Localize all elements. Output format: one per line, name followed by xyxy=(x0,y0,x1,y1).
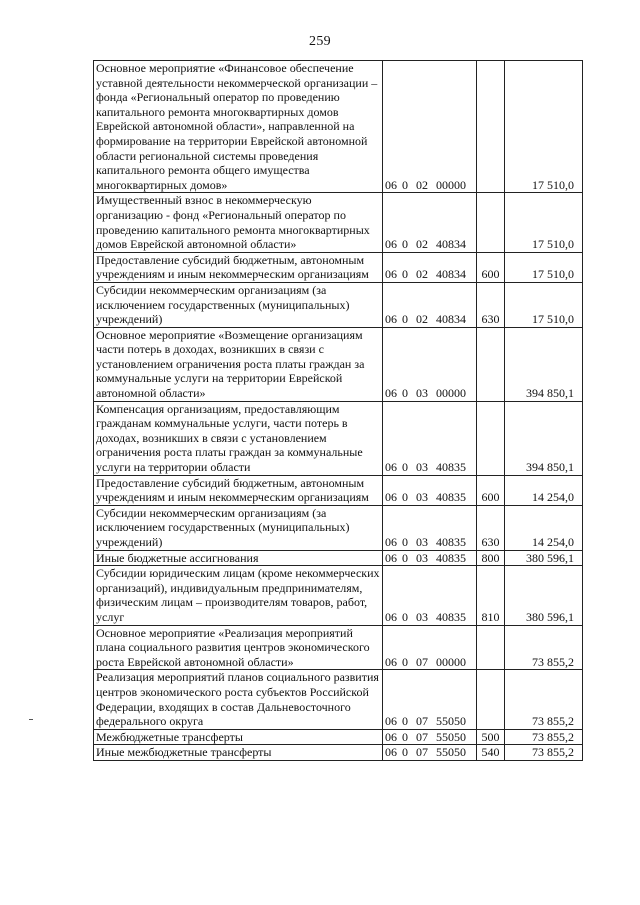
classification-code xyxy=(383,401,477,475)
expense-type: 800 xyxy=(477,550,505,566)
classification-code xyxy=(383,505,477,550)
amount-value: 17 510,0 xyxy=(505,282,583,327)
item-name: Компенсация организациям, предоставляющим гражданам коммунальные услуги, части потерь в доходах, возникших в связи с установлением ограничения роста платы граждан за коммунальные услуги на территории области xyxy=(94,401,383,475)
amount-value: 73 855,2 xyxy=(505,729,583,745)
page-number: 259 xyxy=(309,34,331,49)
code-subprogram: 0 xyxy=(402,550,408,565)
classification-code xyxy=(383,670,477,729)
item-name: Предоставление субсидий бюджетным, автономным учреждениям и иным некоммерческим организациям xyxy=(94,475,383,505)
code-program: 06 xyxy=(385,386,397,401)
expense-type: 630 xyxy=(477,282,505,327)
table-row xyxy=(94,475,583,505)
item-name: Субсидии юридическим лицам (кроме некоммерческих организаций), индивидуальным предпринимателям, физическим лицам – производителям товаров, работ, услуг xyxy=(94,566,383,625)
code-subprogram: 0 xyxy=(402,177,408,192)
table-row xyxy=(94,625,583,670)
code-program: 06 xyxy=(385,177,397,192)
code-event: 03 xyxy=(416,490,428,505)
table-row xyxy=(94,61,583,193)
code-direction: 55050 xyxy=(436,745,466,760)
code-direction: 55050 xyxy=(436,729,466,744)
expense-type xyxy=(477,670,505,729)
table-row xyxy=(94,505,583,550)
expense-type xyxy=(477,61,505,193)
code-direction: 40834 xyxy=(436,312,466,327)
code-direction: 40835 xyxy=(436,535,466,549)
amount-value: 394 850,1 xyxy=(505,401,583,475)
code-event: 03 xyxy=(416,535,428,549)
code-direction: 40834 xyxy=(436,237,466,252)
code-subprogram: 0 xyxy=(402,267,408,282)
item-name: Иные бюджетные ассигнования xyxy=(94,550,383,566)
amount-value: 17 510,0 xyxy=(505,61,583,193)
code-program: 06 xyxy=(385,535,397,549)
classification-code xyxy=(383,475,477,505)
code-event: 03 xyxy=(416,460,428,475)
expense-type xyxy=(477,193,505,252)
classification-code xyxy=(383,729,477,745)
code-program: 06 xyxy=(385,460,397,475)
amount-value: 73 855,2 xyxy=(505,625,583,670)
table-row xyxy=(94,193,583,252)
amount-value: 73 855,2 xyxy=(505,670,583,729)
code-subprogram: 0 xyxy=(402,729,408,744)
table-row xyxy=(94,252,583,282)
amount-value: 14 254,0 xyxy=(505,505,583,550)
table-row xyxy=(94,566,583,625)
code-program: 06 xyxy=(385,267,397,282)
code-subprogram: 0 xyxy=(402,386,408,401)
table-row xyxy=(94,729,583,745)
table-row xyxy=(94,550,583,566)
scan-artifact xyxy=(29,719,33,720)
expense-type: 500 xyxy=(477,729,505,745)
code-direction: 40835 xyxy=(436,550,466,565)
code-subprogram: 0 xyxy=(402,490,408,505)
code-program: 06 xyxy=(385,654,397,669)
amount-value: 14 254,0 xyxy=(505,475,583,505)
code-program: 06 xyxy=(385,237,397,252)
expense-type: 630 xyxy=(477,505,505,550)
item-name: Субсидии некоммерческим организациям (за исключением государственных (муниципальных) учреждений) xyxy=(94,282,383,327)
item-name: Предоставление субсидий бюджетным, автономным учреждениям и иным некоммерческим организациям xyxy=(94,252,383,282)
code-event: 03 xyxy=(416,386,428,401)
amount-value: 17 510,0 xyxy=(505,252,583,282)
budget-table xyxy=(93,60,583,761)
item-name: Основное мероприятие «Возмещение организациям части потерь в доходах, возникших в связи с установлением ограничения роста платы граждан за коммунальные услуги на территории Еврейской автономной области» xyxy=(94,327,383,401)
table-row xyxy=(94,745,583,761)
amount-value: 17 510,0 xyxy=(505,193,583,252)
budget-table-body xyxy=(94,61,583,761)
classification-code xyxy=(383,550,477,566)
code-subprogram: 0 xyxy=(402,535,408,549)
expense-type: 600 xyxy=(477,252,505,282)
code-direction: 00000 xyxy=(436,654,466,669)
code-program: 06 xyxy=(385,312,397,327)
code-subprogram: 0 xyxy=(402,609,408,624)
item-name: Имущественный взнос в некоммерческую организацию - фонд «Региональный оператор по проведению капитального ремонта многоквартирных домов Еврейской автономной области» xyxy=(94,193,383,252)
code-program: 06 xyxy=(385,609,397,624)
code-direction: 00000 xyxy=(436,386,466,401)
code-subprogram: 0 xyxy=(402,312,408,327)
code-program: 06 xyxy=(385,714,397,729)
amount-value: 380 596,1 xyxy=(505,550,583,566)
item-name: Субсидии некоммерческим организациям (за исключением государственных (муниципальных) учреждений) xyxy=(94,505,383,550)
code-direction: 40834 xyxy=(436,267,466,282)
expense-type xyxy=(477,327,505,401)
classification-code xyxy=(383,327,477,401)
code-event: 07 xyxy=(416,714,428,729)
code-program: 06 xyxy=(385,745,397,760)
code-event: 02 xyxy=(416,177,428,192)
classification-code xyxy=(383,193,477,252)
expense-type: 810 xyxy=(477,566,505,625)
table-row xyxy=(94,670,583,729)
expense-type: 540 xyxy=(477,745,505,761)
item-name: Иные межбюджетные трансферты xyxy=(94,745,383,761)
code-program: 06 xyxy=(385,729,397,744)
code-event: 07 xyxy=(416,745,428,760)
code-event: 03 xyxy=(416,550,428,565)
classification-code xyxy=(383,566,477,625)
expense-type: 600 xyxy=(477,475,505,505)
code-event: 02 xyxy=(416,267,428,282)
code-subprogram: 0 xyxy=(402,237,408,252)
classification-code xyxy=(383,745,477,761)
code-program: 06 xyxy=(385,490,397,505)
expense-type xyxy=(477,625,505,670)
expense-type xyxy=(477,401,505,475)
code-subprogram: 0 xyxy=(402,745,408,760)
amount-value: 394 850,1 xyxy=(505,327,583,401)
item-name: Реализация мероприятий планов социального развития центров экономического роста субъектов Российской Федерации, входящих в состав Дальневосточного федерального округа xyxy=(94,670,383,729)
classification-code xyxy=(383,282,477,327)
amount-value: 73 855,2 xyxy=(505,745,583,761)
table-row xyxy=(94,282,583,327)
code-subprogram: 0 xyxy=(402,654,408,669)
code-direction: 40835 xyxy=(436,460,466,475)
code-subprogram: 0 xyxy=(402,714,408,729)
code-event: 02 xyxy=(416,237,428,252)
item-name: Основное мероприятие «Финансовое обеспечение уставной деятельности некоммерческой организации – фонда «Региональный оператор по проведению капитального ремонта многоквартирных домов Еврейской автономной области», направленной на формирование на территории Еврейской автономной области региональной системы проведения капитального ремонта общего имущества многоквартирных домов» xyxy=(94,61,383,193)
table-row xyxy=(94,327,583,401)
code-direction: 00000 xyxy=(436,177,466,192)
item-name: Основное мероприятие «Реализация мероприятий плана социального развития центров экономического роста Еврейской автономной области» xyxy=(94,625,383,670)
code-event: 07 xyxy=(416,654,428,669)
code-event: 02 xyxy=(416,312,428,327)
code-direction: 40835 xyxy=(436,609,466,624)
code-event: 07 xyxy=(416,729,428,744)
amount-value: 380 596,1 xyxy=(505,566,583,625)
table-row xyxy=(94,401,583,475)
code-direction: 40835 xyxy=(436,490,466,505)
item-name: Межбюджетные трансферты xyxy=(94,729,383,745)
code-event: 03 xyxy=(416,609,428,624)
code-subprogram: 0 xyxy=(402,460,408,475)
code-program: 06 xyxy=(385,550,397,565)
code-direction: 55050 xyxy=(436,714,466,729)
classification-code xyxy=(383,61,477,193)
classification-code xyxy=(383,252,477,282)
classification-code xyxy=(383,625,477,670)
